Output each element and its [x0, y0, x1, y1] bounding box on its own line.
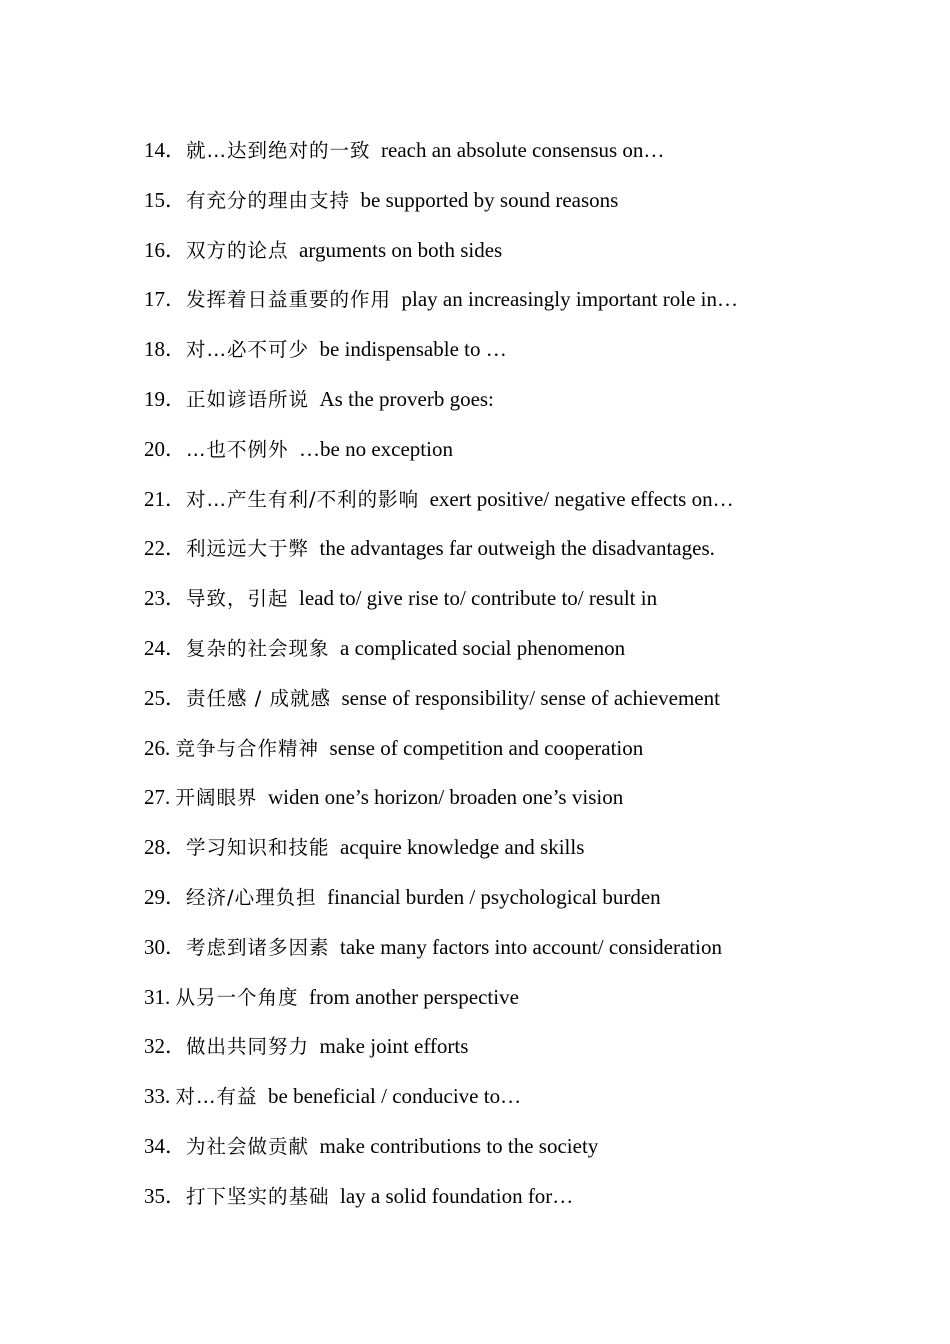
- list-item: [144, 483, 924, 533]
- item-english: lay a solid foundation for…: [340, 1183, 574, 1208]
- item-english: sense of competition and cooperation: [329, 735, 644, 760]
- item-chinese: 双方的论点: [186, 238, 289, 262]
- list-item: [144, 532, 924, 582]
- item-english: play an increasingly important role in…: [401, 287, 739, 312]
- item-number: 27.: [144, 785, 176, 810]
- item-english: make joint efforts: [319, 1034, 469, 1059]
- item-chinese: 发挥着日益重要的作用: [186, 288, 392, 312]
- item-number: 29．: [144, 884, 186, 909]
- item-number: 23．: [144, 586, 186, 611]
- item-english: exert positive/ negative effects on…: [429, 486, 734, 511]
- item-number: 16．: [144, 237, 186, 262]
- item-number: 33.: [144, 1084, 176, 1109]
- list-item: [144, 1130, 924, 1180]
- item-english: widen one’s horizon/ broaden one’s vision: [268, 785, 624, 810]
- list-item: [144, 1180, 924, 1230]
- item-number: 18．: [144, 337, 186, 362]
- item-number: 25．: [144, 685, 186, 710]
- item-number: 21．: [144, 486, 186, 511]
- item-number: 22．: [144, 536, 186, 561]
- list-item: [144, 184, 924, 234]
- item-chinese: 从另一个角度: [175, 985, 299, 1009]
- list-item: [144, 582, 924, 632]
- item-number: 15．: [144, 187, 186, 212]
- item-english: reach an absolute consensus on…: [381, 138, 665, 162]
- list-item: [144, 931, 924, 981]
- item-english: be supported by sound reasons: [360, 187, 619, 212]
- item-chinese: 考虑到诸多因素: [186, 935, 330, 959]
- item-number: 28．: [144, 835, 186, 860]
- item-number: 34．: [144, 1133, 186, 1158]
- item-chinese: 为社会做贡献: [186, 1134, 310, 1158]
- item-chinese: 利远远大于弊: [186, 537, 310, 561]
- item-chinese: 打下坚实的基础: [186, 1184, 330, 1208]
- item-english: As the proverb goes:: [319, 386, 494, 411]
- list-item: [144, 981, 924, 1031]
- item-number: 20．: [144, 436, 186, 461]
- item-chinese: 导致，引起: [186, 587, 289, 611]
- item-english: acquire knowledge and skills: [340, 835, 585, 860]
- list-item: [144, 881, 924, 931]
- item-number: 24．: [144, 635, 186, 660]
- list-item: [144, 1080, 924, 1130]
- item-number: 35．: [144, 1183, 186, 1208]
- list-item: [144, 831, 924, 881]
- item-number: 19．: [144, 386, 186, 411]
- item-number: 31.: [144, 984, 176, 1009]
- item-number: 32．: [144, 1034, 186, 1059]
- item-number: 14．: [144, 138, 186, 162]
- item-chinese: 就…达到绝对的一致: [186, 139, 371, 162]
- item-chinese: 责任感 / 成就感: [186, 686, 331, 710]
- item-english: be indispensable to …: [319, 337, 507, 362]
- item-number: 26.: [144, 735, 176, 760]
- item-chinese: 经济/心理负担: [186, 885, 317, 909]
- list-item: [144, 781, 924, 831]
- item-chinese: 对…必不可少: [186, 338, 310, 362]
- list-item: [144, 433, 924, 483]
- item-english: a complicated social phenomenon: [340, 635, 626, 660]
- item-english: make contributions to the society: [319, 1133, 599, 1158]
- item-chinese: 复杂的社会现象: [186, 636, 330, 660]
- item-english: be beneficial / conducive to…: [268, 1084, 522, 1109]
- list-item: [144, 134, 924, 184]
- list-item: [144, 632, 924, 682]
- item-chinese: 有充分的理由支持: [186, 188, 351, 212]
- item-chinese: 对…有益: [175, 1085, 258, 1109]
- item-english: arguments on both sides: [299, 237, 503, 262]
- item-chinese: 做出共同努力: [186, 1035, 310, 1059]
- list-item: [144, 234, 924, 284]
- item-english: financial burden / psychological burden: [327, 884, 661, 909]
- item-english: …be no exception: [299, 436, 453, 461]
- item-english: from another perspective: [309, 984, 519, 1009]
- list-item: [144, 682, 924, 732]
- list-item: [144, 333, 924, 383]
- item-number: 30．: [144, 934, 186, 959]
- item-english: sense of responsibility/ sense of achievement: [341, 685, 720, 710]
- item-english: the advantages far outweigh the disadvantages.: [319, 536, 715, 561]
- item-chinese: 正如谚语所说: [186, 387, 310, 411]
- list-item: [144, 732, 924, 782]
- item-chinese: 对…产生有利/不利的影响: [186, 487, 420, 511]
- item-chinese: 竞争与合作精神: [175, 736, 320, 760]
- item-chinese: 学习知识和技能: [186, 836, 330, 860]
- item-english: take many factors into account/ consideration: [340, 934, 722, 959]
- list-item: [144, 283, 924, 333]
- phrase-list: [144, 134, 924, 1230]
- item-chinese: …也不例外: [186, 437, 289, 461]
- list-item: [144, 383, 924, 433]
- item-number: 17．: [144, 287, 186, 312]
- item-english: lead to/ give rise to/ contribute to/ result in: [299, 586, 658, 611]
- item-chinese: 开阔眼界: [175, 786, 258, 810]
- list-item: [144, 1030, 924, 1080]
